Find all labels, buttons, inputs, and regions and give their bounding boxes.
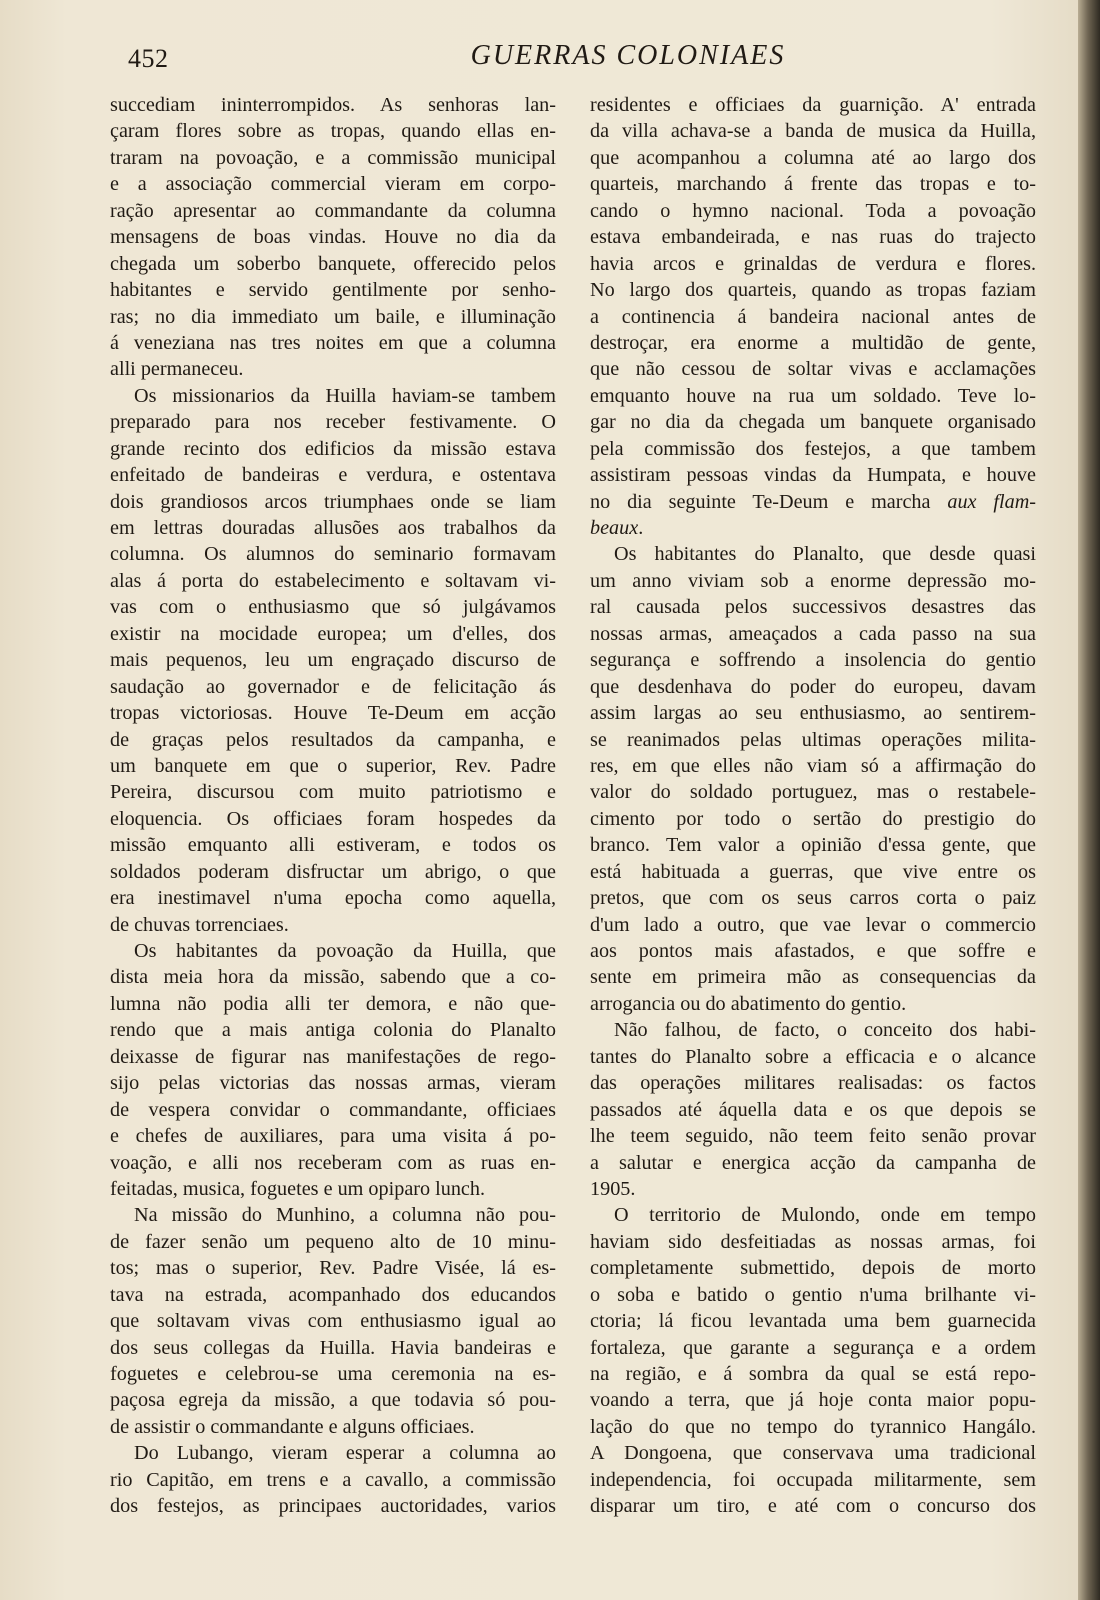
page-number: 452 bbox=[128, 44, 169, 73]
text-line: columna. Os alumnos do seminario formavam bbox=[110, 543, 556, 566]
page-header bbox=[128, 38, 1028, 78]
text-line: o soba e batido o gentio n'uma brilhante vi- bbox=[590, 1283, 1036, 1306]
text-line: Os missionarios da Huilla haviam-se tambem bbox=[134, 384, 556, 407]
text-line: na região, e á sombra da qual se está repo- bbox=[590, 1363, 1036, 1385]
text-line: habitantes e servido gentilmente por senho- bbox=[110, 279, 556, 302]
text-line: cando o hymno nacional. Toda a povoação bbox=[590, 199, 1036, 222]
text-line: gar no dia da chegada um banquete organisado bbox=[590, 411, 1036, 434]
text-line: dos festejos, as principaes auctoridades, varios bbox=[110, 1495, 556, 1518]
text-line: de vespera convidar o commandante, officiaes bbox=[110, 1098, 556, 1121]
text-line: çaram flores sobre as tropas, quando ellas en- bbox=[110, 120, 556, 143]
text-line: e chefes de auxiliares, para uma visita á po- bbox=[110, 1125, 556, 1148]
text-line: A Dongoena, que conservava uma tradicional bbox=[590, 1442, 1036, 1465]
text-line: d'um lado a outro, que vae levar o commercio bbox=[590, 913, 1036, 936]
text-line: valor do soldado portuguez, mas o restabele- bbox=[590, 781, 1036, 804]
text-line: paçosa egreja da missão, a que todavia só pou- bbox=[110, 1389, 556, 1412]
text-line: Pereira, discursou com muito patriotismo e bbox=[110, 781, 556, 804]
italic-phrase: aux flam- bbox=[947, 490, 1037, 513]
text-line: rendo que a mais antiga colonia do Planalto bbox=[110, 1019, 556, 1042]
text-line: fortaleza, que garante a segurança e a ordem bbox=[590, 1336, 1036, 1359]
text-line: a continencia á bandeira nacional antes de bbox=[590, 305, 1036, 328]
text-line: tropas victoriosas. Houve Te-Deum em acção bbox=[110, 702, 556, 725]
text-line: a salutar e energica acção da campanha de bbox=[590, 1151, 1036, 1174]
running-title: GUERRAS COLONIAES bbox=[470, 40, 786, 71]
text-line: residentes e officiaes da guarnição. A' entrada bbox=[590, 94, 1036, 116]
text-line: soldados poderam disfructar um abrigo, o que bbox=[110, 860, 556, 883]
text-line: Na missão do Munhino, a columna não pou- bbox=[134, 1204, 556, 1227]
text-line: beaux. bbox=[590, 517, 644, 539]
text-line: está habituada a guerras, que vive entre os bbox=[590, 860, 1036, 883]
text-line: á veneziana nas tres noites em que a columna bbox=[110, 331, 556, 354]
text-line: das operações militares realisadas: os factos bbox=[590, 1072, 1036, 1095]
text-line: que acompanhou a columna até ao largo dos bbox=[590, 146, 1036, 169]
text-column-right bbox=[590, 92, 1036, 1520]
text-line: lhe teem seguido, não teem feito senão provar bbox=[590, 1125, 1036, 1148]
text-line: foguetes e celebrou-se uma ceremonia na es- bbox=[110, 1363, 556, 1385]
text-line: pretos, que com os seus carros corta o paiz bbox=[590, 887, 1036, 910]
text-line: era inestimavel n'uma epocha como aquella, bbox=[110, 887, 556, 910]
text-line: aos pontos mais afastados, e que soffre e bbox=[590, 940, 1036, 962]
text-line: de fazer senão um pequeno alto de 10 minu- bbox=[110, 1230, 556, 1253]
text-line: res, em que elles não viam só a affirmação do bbox=[590, 754, 1036, 777]
text-line: completamente submettido, depois de morto bbox=[590, 1257, 1036, 1280]
text-line: e a associação commercial vieram em corpo- bbox=[110, 173, 556, 196]
text-line: O territorio de Mulondo, onde em tempo bbox=[614, 1204, 1036, 1227]
text-line: estava embandeirada, e nas ruas do trajecto bbox=[590, 226, 1036, 249]
text-line: um anno viviam sob a enorme depressão mo- bbox=[590, 569, 1036, 592]
text-line: mais pequenos, leu um engraçado discurso de bbox=[110, 649, 556, 672]
text-line: que desdenhava do poder do europeu, davam bbox=[590, 675, 1036, 698]
text-line: assim largas ao seu enthusiasmo, ao sentirem- bbox=[590, 702, 1036, 725]
text-line: arrogancia ou do abatimento do gentio. bbox=[590, 992, 907, 1015]
text-line: tava na estrada, acompanhado dos educandos bbox=[110, 1283, 556, 1306]
text-line: cimento por todo o sertão do prestigio do bbox=[590, 807, 1036, 830]
text-line: se reanimados pelas ultimas operações milita- bbox=[590, 728, 1036, 751]
text-line: de assistir o commandante e alguns officiaes. bbox=[110, 1415, 475, 1438]
text-line: nossas armas, ameaçados a cada passo na sua bbox=[590, 622, 1036, 645]
text-line: succediam ininterrompidos. As senhoras lan- bbox=[110, 94, 556, 116]
text-line: voando a terra, que já hoje conta maior popu- bbox=[590, 1389, 1036, 1412]
text-line: chegada um soberbo banquete, offerecido pelos bbox=[110, 252, 556, 275]
text-line: passados até áquella data e os que depois se bbox=[590, 1098, 1036, 1121]
text-line: havia arcos e grinaldas de verdura e flores. bbox=[590, 252, 1036, 275]
text-line: que não cessou de soltar vivas e acclamações bbox=[590, 358, 1036, 381]
text-column-left bbox=[110, 92, 556, 1520]
text-line: enfeitado de bandeiras e verdura, e ostentava bbox=[110, 464, 556, 487]
text-line: preparado para nos receber festivamente. O bbox=[110, 411, 556, 434]
text-line: existir na mocidade europea; um d'elles, dos bbox=[110, 622, 556, 645]
text-line: emquanto houve na rua um soldado. Teve lo- bbox=[590, 384, 1036, 407]
text-line: No largo dos quarteis, quando as tropas faziam bbox=[590, 279, 1036, 302]
text-line: Os habitantes do Planalto, que desde quasi bbox=[614, 543, 1036, 566]
text-line: sente em primeira mão as consequencias da bbox=[590, 966, 1036, 989]
text-line: segurança e soffrendo a insolencia do gentio bbox=[590, 649, 1036, 672]
text-line: lação do que no tempo do tyrannico Hangálo. bbox=[590, 1415, 1036, 1438]
text-line: sijo pelas victorias das nossas armas, vieram bbox=[110, 1072, 556, 1095]
text-line: lumna não podia alli ter demora, e não que- bbox=[110, 992, 556, 1015]
text-line: de chuvas torrenciaes. bbox=[110, 913, 289, 936]
text-line: grande recinto dos edificios da missão estava bbox=[110, 437, 556, 460]
text-line: que soltavam vivas com enthusiasmo igual ao bbox=[110, 1310, 556, 1333]
text-line: voação, e alli nos receberam com as ruas en- bbox=[110, 1151, 556, 1174]
text-line: independencia, foi occupada militarmente, sem bbox=[590, 1468, 1036, 1491]
text-line: de graças pelos resultados da campanha, e bbox=[110, 728, 556, 751]
text-line: disparar um tiro, e até com o concurso dos bbox=[590, 1495, 1036, 1518]
text-line: rio Capitão, em trens e a cavallo, a commissão bbox=[110, 1468, 556, 1491]
text-line: da villa achava-se a banda de musica da Huilla, bbox=[590, 120, 1036, 143]
text-line: alas á porta do estabelecimento e soltavam vi- bbox=[110, 569, 556, 592]
text-line: um banquete em que o superior, Rev. Padre bbox=[110, 754, 556, 777]
text-line: ral causada pelos successivos desastres das bbox=[590, 596, 1036, 619]
text-line: ras; no dia immediato um baile, e illuminação bbox=[110, 305, 556, 328]
text-line: feitadas, musica, foguetes e um opiparo lunch. bbox=[110, 1177, 486, 1200]
text-line: missão emquanto alli estiveram, e todos os bbox=[110, 834, 556, 857]
text-line: saudação ao governador e de felicitação ás bbox=[110, 675, 556, 698]
text-line: pela commissão dos festejos, a que tambem bbox=[590, 437, 1036, 460]
text-line: Do Lubango, vieram esperar a columna ao bbox=[134, 1442, 556, 1465]
page-edge-shadow bbox=[1078, 0, 1100, 1600]
text-line: dois grandiosos arcos triumphaes onde se liam bbox=[110, 490, 556, 513]
text-line: ctoria; lá ficou levantada uma bem guarnecida bbox=[590, 1310, 1036, 1333]
text-line: destroçar, era enorme a multidão de gente, bbox=[590, 331, 1036, 354]
text-line: dos seus collegas da Huilla. Havia bandeiras e bbox=[110, 1336, 556, 1359]
text-line: dista meia hora da missão, sabendo que a co- bbox=[110, 966, 556, 989]
text-line: mensagens de boas vindas. Houve no dia da bbox=[110, 226, 556, 249]
text-line: ração apresentar ao commandante da columna bbox=[110, 199, 556, 222]
text-line: tantes do Planalto sobre a efficacia e o alcance bbox=[590, 1045, 1036, 1068]
text-line: em lettras douradas allusões aos trabalhos da bbox=[110, 517, 556, 539]
text-line: eloquencia. Os officiaes foram hospedes da bbox=[110, 807, 556, 830]
text-line: tos; mas o superior, Rev. Padre Visée, lá es- bbox=[110, 1257, 556, 1280]
text-line: quarteis, marchando á frente das tropas e to- bbox=[590, 173, 1036, 196]
text-line: 1905. bbox=[590, 1177, 636, 1200]
text-line: no dia seguinte Te-Deum e marcha aux flam- bbox=[590, 490, 1037, 513]
text-line: branco. Tem valor a opinião d'essa gente, que bbox=[590, 834, 1036, 857]
text-line: traram na povoação, e a commissão municipal bbox=[110, 146, 556, 169]
text-line: Não falhou, de facto, o conceito dos habi- bbox=[614, 1019, 1036, 1042]
text-line: haviam sido desfeitiadas as nossas armas, foi bbox=[590, 1230, 1036, 1253]
text-line: deixasse de figurar nas manifestações de rego- bbox=[110, 1045, 556, 1068]
text-line: vas com o enthusiasmo que só julgávamos bbox=[110, 596, 556, 619]
italic-phrase: beaux bbox=[590, 517, 639, 539]
text-line: assistiram pessoas vindas da Humpata, e houve bbox=[590, 464, 1036, 487]
text-line: alli permaneceu. bbox=[110, 358, 244, 381]
text-line: Os habitantes da povoação da Huilla, que bbox=[134, 940, 556, 962]
